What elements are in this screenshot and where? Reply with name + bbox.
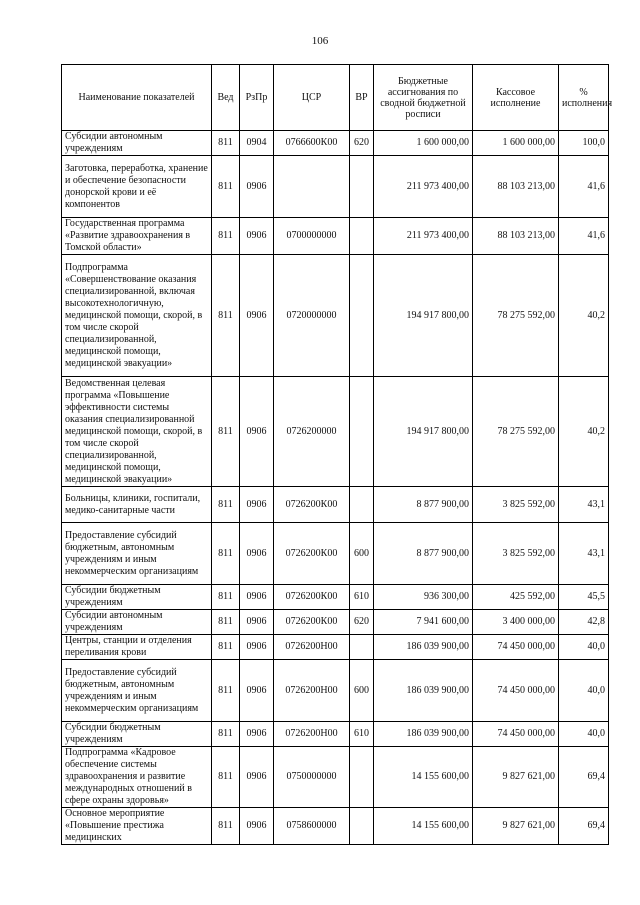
cell-csr: 0700000000	[274, 218, 350, 255]
cell-assign: 1 600 000,00	[374, 131, 473, 156]
cell-ved: 811	[212, 156, 240, 218]
cell-csr: 0726200К00	[274, 610, 350, 635]
table-row	[62, 585, 609, 610]
cell-pct: 40,0	[559, 660, 609, 722]
cell-csr: 0720000000	[274, 255, 350, 377]
cell-csr: 0758600000	[274, 808, 350, 845]
cell-cash: 9 827 621,00	[473, 808, 559, 845]
cell-csr: 0726200К00	[274, 585, 350, 610]
cell-pct: 45,5	[559, 585, 609, 610]
header-percent: % исполнения	[559, 65, 609, 131]
cell-vr: 600	[350, 523, 374, 585]
cell-assign: 186 039 900,00	[374, 660, 473, 722]
cell-ved: 811	[212, 585, 240, 610]
cell-pct: 42,8	[559, 610, 609, 635]
table-row	[62, 255, 609, 377]
cell-rzpr: 0906	[240, 635, 274, 660]
cell-csr: 0726200К00	[274, 487, 350, 523]
cell-csr: 0726200Н00	[274, 722, 350, 747]
header-ved: Вед	[212, 65, 240, 131]
header-csr: ЦСР	[274, 65, 350, 131]
cell-pct: 43,1	[559, 487, 609, 523]
cell-cash: 74 450 000,00	[473, 722, 559, 747]
cell-rzpr: 0906	[240, 523, 274, 585]
header-vr: ВР	[350, 65, 374, 131]
cell-ved: 811	[212, 218, 240, 255]
cell-rzpr: 0906	[240, 808, 274, 845]
cell-pct: 40,2	[559, 377, 609, 487]
table-row	[62, 747, 609, 808]
cell-ved: 811	[212, 635, 240, 660]
cell-vr	[350, 377, 374, 487]
cell-vr: 610	[350, 585, 374, 610]
cell-cash: 3 825 592,00	[473, 487, 559, 523]
cell-vr: 620	[350, 610, 374, 635]
cell-vr: 620	[350, 131, 374, 156]
cell-csr: 0726200К00	[274, 523, 350, 585]
cell-ved: 811	[212, 610, 240, 635]
cell-assign: 8 877 900,00	[374, 523, 473, 585]
cell-rzpr: 0906	[240, 747, 274, 808]
cell-name: Ведомственная целевая программа «Повышение эффективности системы оказания специализированной медицинской помощи, скорой, в том числе скорой специализированной, медицинской помощи, медицинской эвакуации»	[62, 377, 212, 487]
cell-pct: 40,0	[559, 722, 609, 747]
header-name: Наименование показателей	[62, 65, 212, 131]
budget-table	[61, 64, 613, 845]
cell-csr: 0726200000	[274, 377, 350, 487]
cell-rzpr: 0904	[240, 131, 274, 156]
cell-rzpr: 0906	[240, 660, 274, 722]
cell-name: Субсидии автономным учреждениям	[62, 131, 212, 156]
cell-csr: 0726200Н00	[274, 660, 350, 722]
cell-name: Субсидии бюджетным учреждениям	[62, 585, 212, 610]
cell-cash: 78 275 592,00	[473, 377, 559, 487]
cell-assign: 194 917 800,00	[374, 377, 473, 487]
cell-name: Предоставление субсидий бюджетным, автономным учреждениям и иным некоммерческим организациям	[62, 660, 212, 722]
cell-pct: 100,0	[559, 131, 609, 156]
cell-pct: 40,0	[559, 635, 609, 660]
table-row	[62, 808, 609, 845]
cell-assign: 936 300,00	[374, 585, 473, 610]
cell-ved: 811	[212, 487, 240, 523]
cell-name: Подпрограмма «Совершенствование оказания специализированной, включая высокотехнологичную, медицинской помощи, скорой, в том числе скорой специализированной, медицинской помощи, медицинской эвакуации»	[62, 255, 212, 377]
cell-ved: 811	[212, 377, 240, 487]
table-row	[62, 610, 609, 635]
cell-pct: 41,6	[559, 156, 609, 218]
cell-vr	[350, 218, 374, 255]
table-row	[62, 660, 609, 722]
table-row	[62, 523, 609, 585]
cell-vr: 600	[350, 660, 374, 722]
table-row	[62, 722, 609, 747]
cell-vr	[350, 635, 374, 660]
cell-rzpr: 0906	[240, 377, 274, 487]
cell-rzpr: 0906	[240, 218, 274, 255]
table-row	[62, 218, 609, 255]
cell-vr	[350, 487, 374, 523]
cell-pct: 40,2	[559, 255, 609, 377]
cell-rzpr: 0906	[240, 610, 274, 635]
cell-rzpr: 0906	[240, 487, 274, 523]
cell-name: Подпрограмма «Кадровое обеспечение системы здравоохранения и развитие международных отношений в сфере охраны здоровья»	[62, 747, 212, 808]
table-row	[62, 377, 609, 487]
cell-ved: 811	[212, 722, 240, 747]
cell-rzpr: 0906	[240, 156, 274, 218]
cell-assign: 211 973 400,00	[374, 218, 473, 255]
table-row	[62, 635, 609, 660]
cell-csr	[274, 156, 350, 218]
header-cash-execution: Кассовое исполнение	[473, 65, 559, 131]
cell-pct: 41,6	[559, 218, 609, 255]
cell-ved: 811	[212, 747, 240, 808]
cell-pct: 69,4	[559, 808, 609, 845]
table-row	[62, 131, 609, 156]
cell-csr: 0766600К00	[274, 131, 350, 156]
cell-vr	[350, 156, 374, 218]
table-row	[62, 487, 609, 523]
cell-cash: 78 275 592,00	[473, 255, 559, 377]
cell-pct: 69,4	[559, 747, 609, 808]
cell-vr	[350, 747, 374, 808]
cell-assign: 186 039 900,00	[374, 635, 473, 660]
cell-cash: 1 600 000,00	[473, 131, 559, 156]
cell-cash: 88 103 213,00	[473, 218, 559, 255]
cell-csr: 0726200Н00	[274, 635, 350, 660]
cell-ved: 811	[212, 255, 240, 377]
cell-csr: 0750000000	[274, 747, 350, 808]
cell-vr	[350, 808, 374, 845]
cell-cash: 3 825 592,00	[473, 523, 559, 585]
cell-rzpr: 0906	[240, 585, 274, 610]
cell-name: Предоставление субсидий бюджетным, автономным учреждениям и иным некоммерческим организациям	[62, 523, 212, 585]
cell-cash: 74 450 000,00	[473, 635, 559, 660]
cell-pct: 43,1	[559, 523, 609, 585]
cell-name: Субсидии бюджетным учреждениям	[62, 722, 212, 747]
cell-ved: 811	[212, 523, 240, 585]
cell-name: Центры, станции и отделения переливания крови	[62, 635, 212, 660]
cell-ved: 811	[212, 131, 240, 156]
table-row	[62, 156, 609, 218]
cell-cash: 9 827 621,00	[473, 747, 559, 808]
cell-cash: 88 103 213,00	[473, 156, 559, 218]
cell-assign: 14 155 600,00	[374, 747, 473, 808]
cell-vr: 610	[350, 722, 374, 747]
header-rzpr: РзПр	[240, 65, 274, 131]
cell-name: Больницы, клиники, госпитали, медико-санитарные части	[62, 487, 212, 523]
cell-name: Заготовка, переработка, хранение и обеспечение безопасности донорской крови и её компонентов	[62, 156, 212, 218]
cell-ved: 811	[212, 808, 240, 845]
cell-ved: 811	[212, 660, 240, 722]
cell-name: Государственная программа «Развитие здравоохранения в Томской области»	[62, 218, 212, 255]
cell-assign: 186 039 900,00	[374, 722, 473, 747]
cell-assign: 7 941 600,00	[374, 610, 473, 635]
cell-vr	[350, 255, 374, 377]
header-row	[62, 65, 609, 131]
cell-assign: 8 877 900,00	[374, 487, 473, 523]
cell-cash: 3 400 000,00	[473, 610, 559, 635]
cell-assign: 14 155 600,00	[374, 808, 473, 845]
page-number: 106	[311, 35, 329, 47]
cell-cash: 74 450 000,00	[473, 660, 559, 722]
cell-name: Субсидии автономным учреждениям	[62, 610, 212, 635]
cell-assign: 194 917 800,00	[374, 255, 473, 377]
cell-rzpr: 0906	[240, 255, 274, 377]
cell-name: Основное мероприятие «Повышение престижа медицинских	[62, 808, 212, 845]
header-assignments: Бюджетные ассигнования по сводной бюджетной росписи	[374, 65, 473, 131]
cell-cash: 425 592,00	[473, 585, 559, 610]
cell-rzpr: 0906	[240, 722, 274, 747]
cell-assign: 211 973 400,00	[374, 156, 473, 218]
